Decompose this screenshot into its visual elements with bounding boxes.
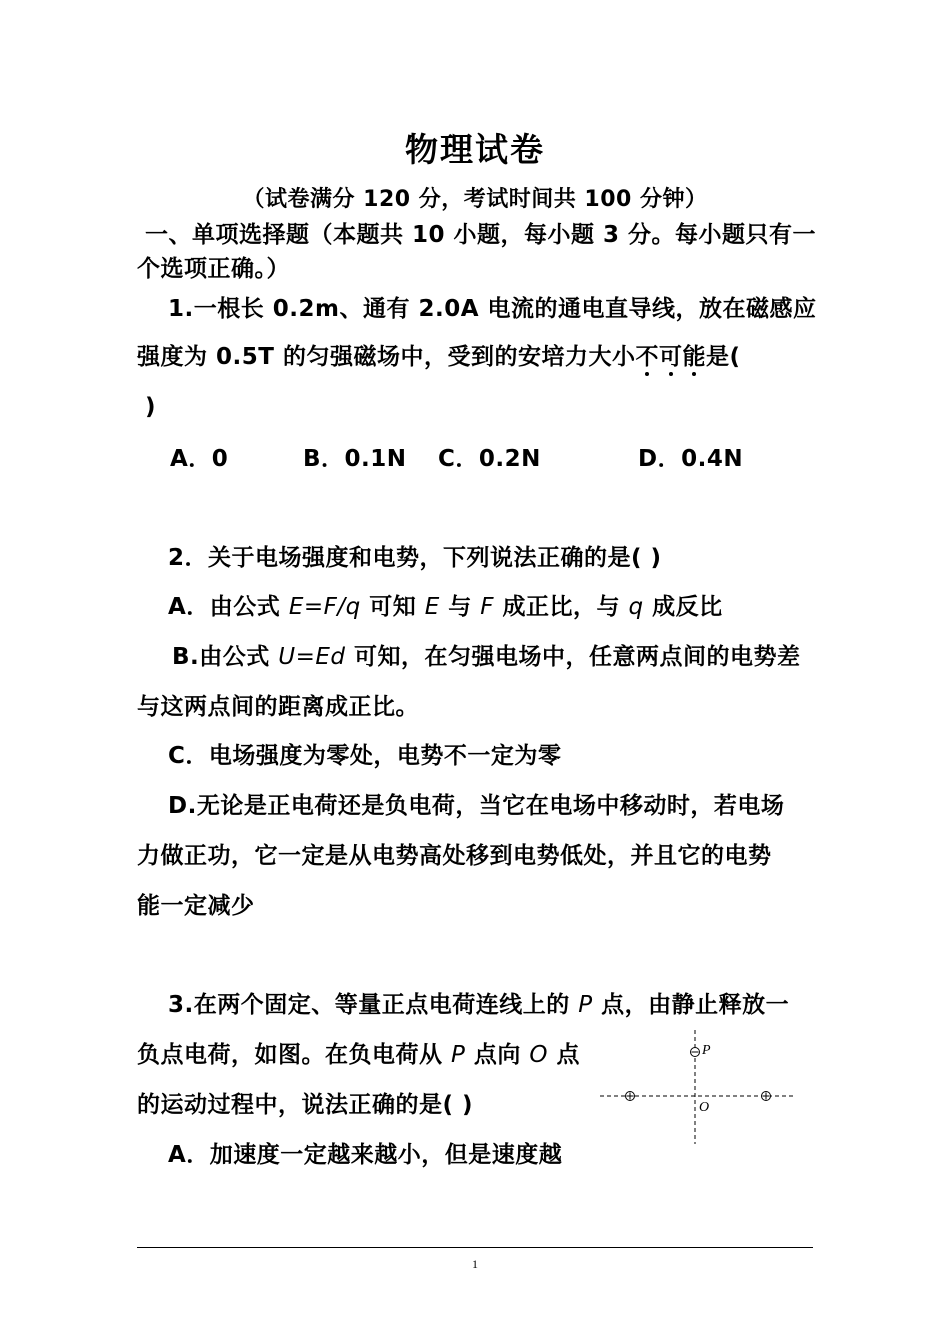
- q3-stem-text: 点向: [465, 1042, 530, 1068]
- q1-stem-line3: ): [145, 394, 157, 420]
- positive-charge-right: [762, 1092, 771, 1101]
- exam-subtitle: （试卷满分 120 分，考试时间共 100 分钟）: [242, 187, 708, 212]
- charge-diagram: [598, 1028, 798, 1148]
- q3-point-label: P: [578, 992, 593, 1018]
- q2-option-a-text: 与: [439, 594, 481, 620]
- point-o-label: O: [699, 1100, 710, 1115]
- q2-option-a-text: 成正比，与: [494, 594, 629, 620]
- q2-option-d-line2: 力做正功，它一定是从电势高处移到电势低处，并且它的电势: [137, 843, 772, 869]
- q1-option-b: B．0.1N: [303, 446, 407, 472]
- q1-stem-line2-end: 是(: [705, 344, 741, 370]
- q2-option-a-text: 成反比: [643, 594, 723, 620]
- q2-option-d-line3: 能一定减少: [137, 893, 255, 919]
- q2-option-b-text: B.由公式: [172, 644, 279, 670]
- q1-option-d: D．0.4N: [638, 446, 744, 472]
- q2-variable: q: [628, 594, 644, 620]
- q2-variable: F: [480, 594, 495, 620]
- section-heading-line1: 一、单项选择题（本题共 10 小题，每小题 3 分。每小题只有一: [145, 222, 817, 248]
- q3-stem-line1: [168, 990, 789, 1020]
- page-number: 1: [472, 1257, 478, 1271]
- negative-charge-p: [691, 1048, 700, 1057]
- q2-formula: U=Ed: [278, 644, 346, 670]
- q2-option-a-text: A．由公式: [168, 594, 289, 620]
- q2-option-c: C．电场强度为零处，电势不一定为零: [168, 743, 562, 769]
- q3-stem-line3: 的运动过程中，说法正确的是( ): [137, 1092, 474, 1118]
- q2-option-b-text: 可知，在匀强电场中，任意两点间的电势差: [345, 644, 801, 670]
- q3-option-a: A．加速度一定越来越小，但是速度越: [168, 1142, 563, 1168]
- q1-stem-line1: 1.一根长 0.2m、通有 2.0A 电流的通电直导线，放在磁感应: [168, 296, 817, 322]
- q2-stem: 2．关于电场强度和电势，下列说法正确的是( ): [168, 545, 662, 571]
- q1-option-a: A．0: [170, 446, 229, 472]
- point-p-label: P: [702, 1043, 711, 1058]
- q2-option-d-line1: D.无论是正电荷还是负电荷，当它在电场中移动时，若电场: [168, 793, 785, 819]
- q1-emphasis-char: 可: [658, 344, 683, 370]
- q1-option-c: C．0.2N: [438, 446, 541, 472]
- q1-stem-line2-text: 强度为 0.5T 的匀强磁场中，受到的安培力大小: [137, 344, 636, 370]
- q1-emphasis-char: 能: [682, 344, 706, 370]
- section-heading-line2: 个选项正确。）: [137, 256, 290, 282]
- page-title: 物理试卷: [405, 130, 545, 169]
- q3-stem-text: 点，由静止释放一: [592, 992, 790, 1018]
- q2-option-b-line1: [172, 642, 801, 672]
- footer-divider: [137, 1247, 813, 1248]
- positive-charge-left: [626, 1092, 635, 1101]
- q2-variable: E: [424, 594, 440, 620]
- q3-point-label: P: [451, 1042, 466, 1068]
- q2-option-b-line2: 与这两点间的距离成正比。: [137, 694, 419, 720]
- q2-option-a: [168, 592, 723, 622]
- q2-formula: E=F/q: [288, 594, 361, 620]
- q1-emphasis-char: 不: [635, 344, 659, 370]
- q3-stem-text: 负点电荷，如图。在负电荷从: [137, 1042, 452, 1068]
- q3-stem-line2: [137, 1040, 580, 1070]
- q1-stem-line2: [137, 342, 740, 372]
- q3-point-label: O: [529, 1042, 549, 1068]
- q3-stem-text: 3.在两个固定、等量正点电荷连线上的: [168, 992, 579, 1018]
- q3-stem-text: 点: [548, 1042, 581, 1068]
- q2-option-a-text: 可知: [360, 594, 425, 620]
